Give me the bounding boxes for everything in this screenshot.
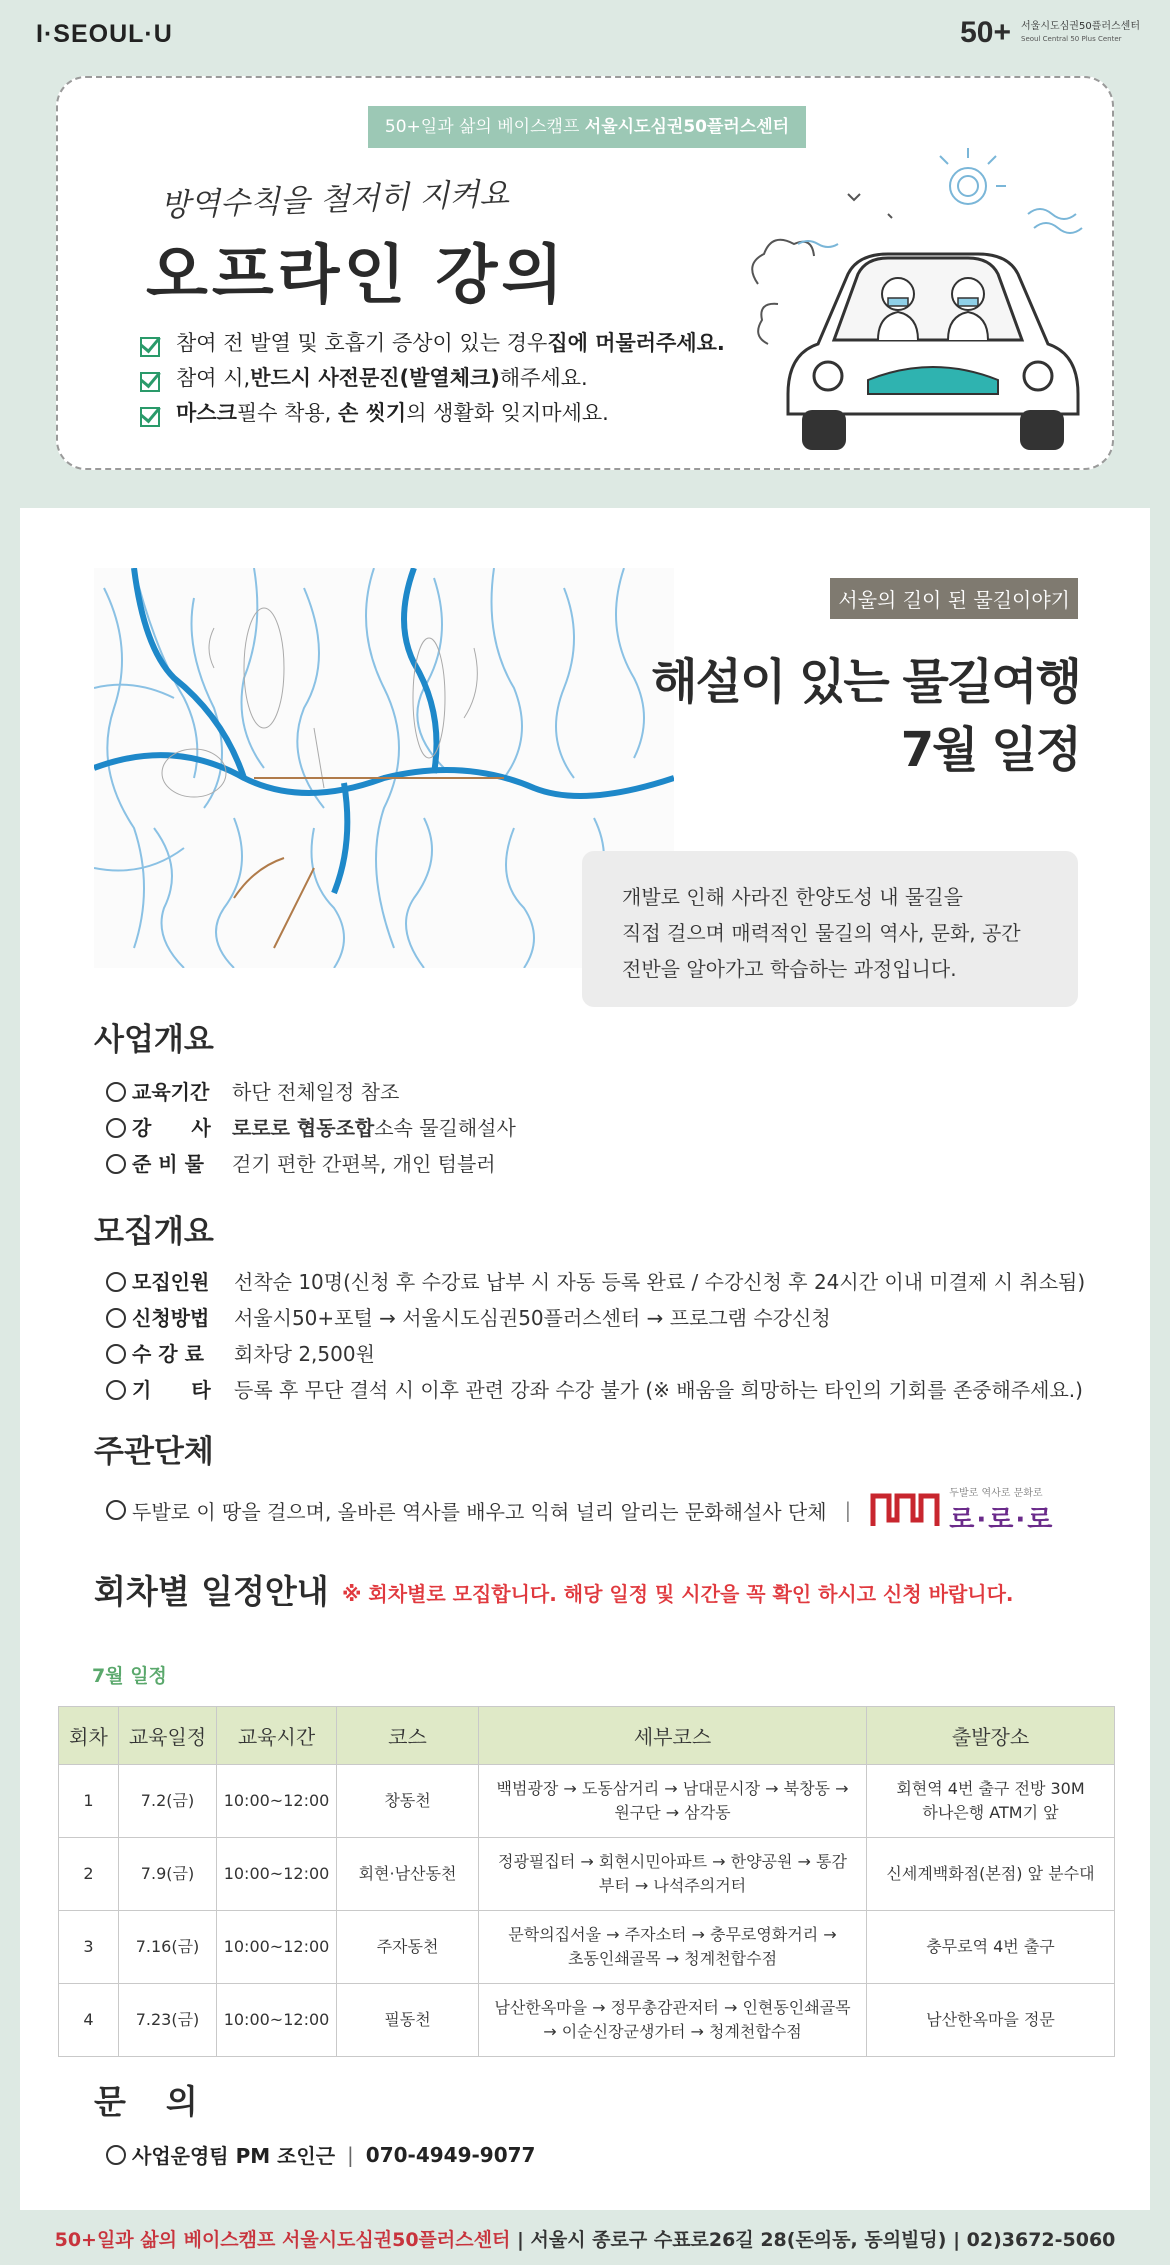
notice-item-strong: 마스크 (176, 401, 237, 425)
detail-line: 원구단 → 삼각동 (614, 1803, 731, 1822)
session-detail (479, 1984, 867, 2057)
table-header-row (59, 1707, 1115, 1765)
notice-item-text: 의 생활화 잊지마세요. (406, 401, 609, 425)
fifty-plus-mark: 50+ (960, 16, 1011, 49)
detail-line: 부터 → 나석주의거터 (598, 1876, 747, 1895)
overview-title: 사업개요 (94, 1022, 214, 1058)
overview-label: 강 사 (132, 1116, 211, 1140)
ribbon-prefix: 50+일과 삶의 베이스캠프 (384, 117, 585, 137)
schedule-note: ※ 회차별로 모집합니다. 해당 일정 및 시간을 꼭 확인 하시고 신청 바랍니다. (342, 1582, 1014, 1606)
session-detail (479, 1911, 867, 1984)
session-date: 7.2(금) (119, 1765, 217, 1838)
recruit-row (106, 1336, 1085, 1372)
notice-item-strong: 집에 머물러주세요. (547, 331, 725, 355)
notice-checklist (138, 326, 725, 431)
session-place (867, 1911, 1115, 1984)
circle-bullet-icon (106, 1272, 126, 1292)
separator: | (946, 2229, 967, 2251)
notice-script-line: 방역수칙을 철저히 지켜요 (159, 175, 510, 225)
col-header: 코스 (337, 1707, 479, 1765)
notice-item-text: 해주세요. (499, 366, 588, 390)
notice-item-strong: 반드시 사전문진(발열체크) (250, 366, 500, 390)
covid-notice-box (56, 76, 1114, 470)
circle-bullet-icon (106, 1154, 126, 1174)
series-tag: 서울의 길이 된 물길이야기 (830, 578, 1078, 619)
recruit-row (106, 1300, 1085, 1336)
recruit-row (106, 1264, 1085, 1300)
detail-line: 초동인쇄골목 → 청계천합수점 (567, 1949, 778, 1968)
session-place (867, 1765, 1115, 1838)
footer-phone: 02)3672-5060 (966, 2229, 1116, 2251)
recruit-title: 모집개요 (94, 1214, 214, 1250)
hero-title (651, 648, 1080, 784)
footer-address: 서울시 종로구 수표로26길 28(돈의동, 동의빌딩) (530, 2229, 947, 2251)
recruit-label: 수 강 료 (132, 1342, 204, 1366)
detail-line: → 이순신장군생가터 → 청계천합수점 (543, 2022, 802, 2041)
center-logo-text (1021, 20, 1140, 46)
detail-line: 정광필집터 → 회현시민아파트 → 한양공원 → 통감 (498, 1852, 847, 1871)
session-date: 7.23(금) (119, 1984, 217, 2057)
overview-value: 걷기 편한 간편복, 개인 텀블러 (232, 1152, 496, 1176)
hero-desc-line: 전반을 알아가고 학습하는 과정입니다. (622, 957, 957, 981)
schedule-table (58, 1706, 1115, 2057)
session-detail (479, 1838, 867, 1911)
session-course: 회현·남산동천 (337, 1838, 479, 1911)
place-line: 충무로역 4번 출구 (926, 1937, 1055, 1956)
session-place (867, 1838, 1115, 1911)
notice-item (138, 396, 725, 431)
overview-list (106, 1074, 516, 1182)
session-course: 필동천 (337, 1984, 479, 2057)
session-detail (479, 1765, 867, 1838)
session-date: 7.16(금) (119, 1911, 217, 1984)
separator: | (347, 2142, 354, 2167)
place-line: 하나은행 ATM기 앞 (922, 1803, 1059, 1822)
place-line: 신세계백화점(본점) 앞 분수대 (886, 1864, 1095, 1883)
col-header: 회차 (59, 1707, 119, 1765)
session-time: 10:00~12:00 (217, 1984, 337, 2057)
organizer-desc: 두발로 이 땅을 걸으며, 올바른 역사를 배우고 익혀 널리 알리는 문화해설사 단체 (132, 1499, 827, 1524)
col-header: 교육시간 (217, 1707, 337, 1765)
notice-item-text: 필수 착용, (236, 401, 332, 425)
recruit-value: 서울시50+포털 → 서울시도심권50플러스센터 → 프로그램 수강신청 (234, 1306, 831, 1330)
separator: | (510, 2229, 531, 2251)
ribbon-center-name: 서울시도심권50플러스센터 (584, 117, 790, 137)
col-header: 교육일정 (119, 1707, 217, 1765)
notice-ribbon (368, 106, 806, 148)
schedule-title: 회차별 일정안내 (94, 1572, 329, 1611)
contact-name: 사업운영팀 PM 조인근 (132, 2144, 336, 2168)
notice-item (138, 326, 725, 361)
recruit-row (106, 1372, 1085, 1408)
center-logo (960, 16, 1140, 50)
center-name-en: Seoul Central 50 Plus Center (1021, 35, 1122, 43)
month-label: 7월 일정 (92, 1665, 167, 1687)
contact-phone: 070-4949-9077 (365, 2142, 536, 2167)
recruit-value: 등록 후 무단 결석 시 이후 관련 강좌 수강 불가 (※ 배움을 희망하는 타인의 기회를 존중해주세요.) (234, 1378, 1083, 1402)
hero-desc-line: 개발로 인해 사라진 한양도성 내 물길을 (622, 885, 963, 909)
table-row (59, 1984, 1115, 2057)
col-header: 출발장소 (867, 1707, 1115, 1765)
session-time: 10:00~12:00 (217, 1765, 337, 1838)
overview-value-strong: 로로로 협동조합 (232, 1116, 375, 1140)
detail-line: 백범광장 → 도동삼거리 → 남대문시장 → 북창동 → (496, 1779, 849, 1798)
recruit-label: 모집인원 (132, 1270, 210, 1294)
circle-bullet-icon (106, 1118, 126, 1138)
table-row (59, 1838, 1115, 1911)
circle-bullet-icon (106, 2145, 126, 2165)
seoul-logo: I·SEOUL·U (36, 20, 173, 48)
checkbox-icon (138, 333, 164, 355)
rororo-name: 로·로·로 (949, 1505, 1055, 1535)
table-row (59, 1765, 1115, 1838)
rororo-text (949, 1484, 1054, 1536)
car-illustration-icon (738, 144, 1098, 464)
hero-title-line1: 해설이 있는 물길여행 (651, 654, 1080, 710)
hero-desc-line: 직접 걸으며 매력적인 물길의 역사, 문화, 공간 (622, 921, 1021, 945)
checkbox-icon (138, 403, 164, 425)
detail-line: 문학의집서울 → 주자소터 → 충무로영화거리 → (508, 1925, 837, 1944)
notice-item (138, 361, 725, 396)
overview-value: 하단 전체일정 참조 (232, 1080, 400, 1104)
notice-item-text: 참여 전 발열 및 호흡기 증상이 있는 경우 (176, 331, 548, 355)
place-line: 회현역 4번 출구 전방 30M (896, 1779, 1085, 1798)
overview-row (106, 1146, 516, 1182)
overview-label: 준 비 물 (132, 1152, 204, 1176)
footer (0, 2218, 1170, 2265)
detail-line: 남산한옥마을 → 정무총감관저터 → 인현동인쇄골목 (494, 1998, 851, 2017)
top-bar (0, 0, 1170, 70)
col-header: 세부코스 (479, 1707, 867, 1765)
circle-bullet-icon (106, 1082, 126, 1102)
session-time: 10:00~12:00 (217, 1911, 337, 1984)
footer-org: 50+일과 삶의 베이스캠프 서울시도심권50플러스센터 (54, 2229, 511, 2251)
recruit-label: 신청방법 (132, 1306, 210, 1330)
notice-item-text: 참여 시, (176, 366, 251, 390)
checkbox-icon (138, 368, 164, 390)
session-time: 10:00~12:00 (217, 1838, 337, 1911)
organizer-title: 주관단체 (94, 1434, 214, 1470)
contact-title: 문의 (94, 2082, 238, 2121)
circle-bullet-icon (106, 1380, 126, 1400)
overview-value: 소속 물길해설사 (374, 1116, 516, 1140)
separator: | (844, 1498, 852, 1522)
session-no: 1 (59, 1765, 119, 1838)
session-date: 7.9(금) (119, 1838, 217, 1911)
hero-title-line2: 7월 일정 (900, 722, 1080, 778)
session-course: 주자동천 (337, 1911, 479, 1984)
recruit-value: 회차당 2,500원 (234, 1342, 375, 1366)
organizer-row (106, 1484, 1054, 1536)
circle-bullet-icon (106, 1500, 126, 1520)
hero-description (582, 851, 1078, 1007)
overview-row (106, 1074, 516, 1110)
circle-bullet-icon (106, 1344, 126, 1364)
place-line: 남산한옥마을 정문 (926, 2010, 1055, 2029)
recruit-value: 선착순 10명(신청 후 수강료 납부 시 자동 등록 완료 / 수강신청 후 24시간 이내 미결제 시 취소됨) (234, 1270, 1086, 1294)
recruit-list (106, 1264, 1085, 1408)
rororo-slogan: 두발로 역사로 문화로 (949, 1488, 1043, 1499)
rororo-logo (869, 1484, 1054, 1536)
contact-row (106, 2140, 535, 2169)
session-place (867, 1984, 1115, 2057)
session-course: 창동천 (337, 1765, 479, 1838)
recruit-label: 기 타 (132, 1378, 211, 1402)
notice-item-strong: 손 씻기 (338, 401, 407, 425)
overview-label: 교육기간 (132, 1080, 210, 1104)
session-no: 2 (59, 1838, 119, 1911)
overview-row (106, 1110, 516, 1146)
center-name-ko: 서울시도심권50플러스센터 (1021, 21, 1140, 32)
session-no: 4 (59, 1984, 119, 2057)
session-no: 3 (59, 1911, 119, 1984)
table-row (59, 1911, 1115, 1984)
notice-big-title: 오프라인 강의 (146, 238, 568, 313)
program-panel (20, 508, 1150, 2210)
circle-bullet-icon (106, 1308, 126, 1328)
rororo-mark-icon (869, 1490, 941, 1530)
